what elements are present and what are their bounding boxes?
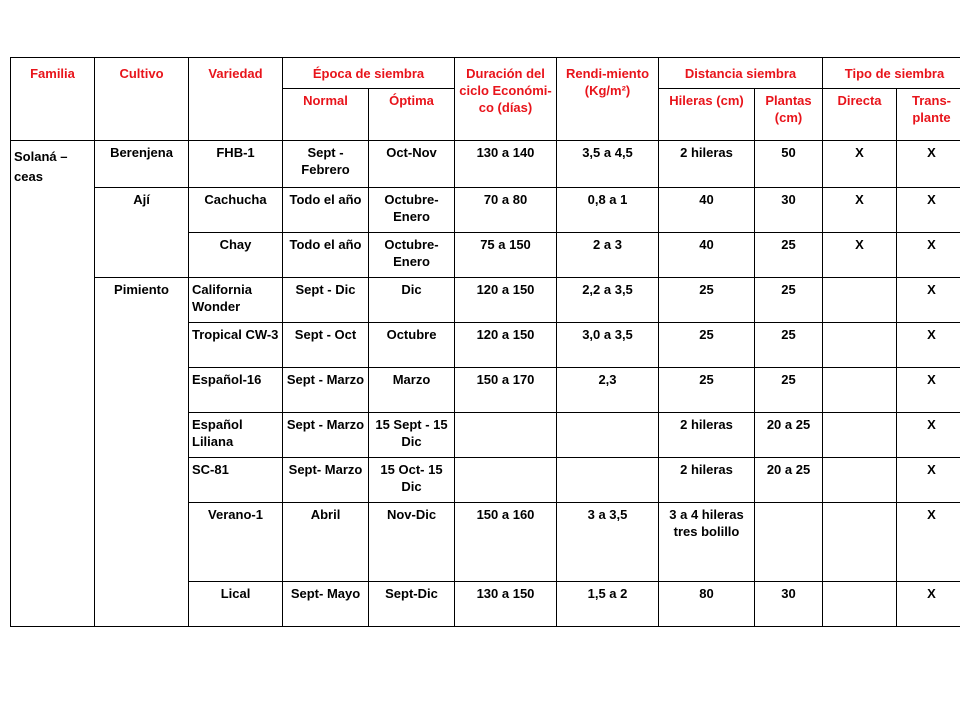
header-rendimiento: Rendi-miento (Kg/m²) xyxy=(557,58,659,141)
hileras-cell: 2 hileras xyxy=(659,141,755,188)
directa-cell: X xyxy=(823,141,897,188)
header-tipo: Tipo de siembra xyxy=(823,58,960,89)
directa-cell xyxy=(823,278,897,323)
hileras-cell: 25 xyxy=(659,278,755,323)
header-familia: Familia xyxy=(11,58,95,141)
hileras-cell: 40 xyxy=(659,188,755,233)
variedad-cell: Cachucha xyxy=(189,188,283,233)
duracion-cell: 75 a 150 xyxy=(455,233,557,278)
variedad-cell: Chay xyxy=(189,233,283,278)
directa-cell: X xyxy=(823,188,897,233)
normal-cell: Sept - Febrero xyxy=(283,141,369,188)
directa-cell xyxy=(823,368,897,413)
optima-cell: 15 Oct- 15 Dic xyxy=(369,458,455,503)
variedad-cell: Verano-1 xyxy=(189,503,283,582)
crop-table xyxy=(10,57,960,627)
header-variedad: Variedad xyxy=(189,58,283,141)
cultivo-cell: Ají xyxy=(95,188,189,278)
transplante-cell: X xyxy=(897,503,960,582)
table-body xyxy=(11,141,960,627)
variedad-cell: Lical xyxy=(189,582,283,627)
header-normal: Normal xyxy=(283,89,369,141)
optima-cell: Marzo xyxy=(369,368,455,413)
normal-cell: Todo el año xyxy=(283,188,369,233)
plantas-cell: 30 xyxy=(755,582,823,627)
table-row xyxy=(11,141,960,188)
normal-cell: Sept- Mayo xyxy=(283,582,369,627)
optima-cell: Octubre-Enero xyxy=(369,188,455,233)
variedad-cell: California Wonder xyxy=(189,278,283,323)
transplante-cell: X xyxy=(897,323,960,368)
table-row xyxy=(11,278,960,323)
plantas-cell xyxy=(755,503,823,582)
plantas-cell: 30 xyxy=(755,188,823,233)
transplante-cell: X xyxy=(897,368,960,413)
transplante-cell: X xyxy=(897,233,960,278)
directa-cell xyxy=(823,458,897,503)
duracion-cell: 130 a 140 xyxy=(455,141,557,188)
rendimiento-cell: 0,8 a 1 xyxy=(557,188,659,233)
normal-cell: Sept- Marzo xyxy=(283,458,369,503)
normal-cell: Sept - Marzo xyxy=(283,368,369,413)
rendimiento-cell: 1,5 a 2 xyxy=(557,582,659,627)
hileras-cell: 2 hileras xyxy=(659,413,755,458)
cultivo-cell: Berenjena xyxy=(95,141,189,188)
transplante-cell: X xyxy=(897,413,960,458)
normal-cell: Abril xyxy=(283,503,369,582)
duracion-cell: 70 a 80 xyxy=(455,188,557,233)
plantas-cell: 25 xyxy=(755,278,823,323)
directa-cell xyxy=(823,503,897,582)
hileras-cell: 25 xyxy=(659,368,755,413)
header-directa: Directa xyxy=(823,89,897,141)
plantas-cell: 20 a 25 xyxy=(755,458,823,503)
transplante-cell: X xyxy=(897,141,960,188)
directa-cell: X xyxy=(823,233,897,278)
directa-cell xyxy=(823,323,897,368)
transplante-cell: X xyxy=(897,188,960,233)
directa-cell xyxy=(823,582,897,627)
header-hileras: Hileras (cm) xyxy=(659,89,755,141)
rendimiento-cell: 2,2 a 3,5 xyxy=(557,278,659,323)
rendimiento-cell: 2 a 3 xyxy=(557,233,659,278)
duracion-cell xyxy=(455,413,557,458)
variedad-cell: Español Liliana xyxy=(189,413,283,458)
normal-cell: Sept - Dic xyxy=(283,278,369,323)
plantas-cell: 20 a 25 xyxy=(755,413,823,458)
familia-cell: Solaná – ceas xyxy=(11,141,95,627)
directa-cell xyxy=(823,413,897,458)
table-row xyxy=(11,188,960,233)
optima-cell: 15 Sept - 15 Dic xyxy=(369,413,455,458)
header-epoca: Época de siembra xyxy=(283,58,455,89)
optima-cell: Nov-Dic xyxy=(369,503,455,582)
duracion-cell: 120 a 150 xyxy=(455,323,557,368)
variedad-cell: Español-16 xyxy=(189,368,283,413)
normal-cell: Todo el año xyxy=(283,233,369,278)
plantas-cell: 50 xyxy=(755,141,823,188)
transplante-cell: X xyxy=(897,458,960,503)
rendimiento-cell: 3 a 3,5 xyxy=(557,503,659,582)
rendimiento-cell xyxy=(557,413,659,458)
rendimiento-cell: 3,5 a 4,5 xyxy=(557,141,659,188)
plantas-cell: 25 xyxy=(755,323,823,368)
hileras-cell: 25 xyxy=(659,323,755,368)
variedad-cell: FHB-1 xyxy=(189,141,283,188)
header-transplante: Trans-plante xyxy=(897,89,960,141)
hileras-cell: 2 hileras xyxy=(659,458,755,503)
optima-cell: Oct-Nov xyxy=(369,141,455,188)
transplante-cell: X xyxy=(897,582,960,627)
variedad-cell: SC-81 xyxy=(189,458,283,503)
optima-cell: Octubre-Enero xyxy=(369,233,455,278)
rendimiento-cell xyxy=(557,458,659,503)
cultivo-cell: Pimiento xyxy=(95,278,189,627)
rendimiento-cell: 3,0 a 3,5 xyxy=(557,323,659,368)
optima-cell: Dic xyxy=(369,278,455,323)
header-plantas: Plantas (cm) xyxy=(755,89,823,141)
header-duracion: Duración del ciclo Económi-co (días) xyxy=(455,58,557,141)
hileras-cell: 80 xyxy=(659,582,755,627)
header-cultivo: Cultivo xyxy=(95,58,189,141)
optima-cell: Octubre xyxy=(369,323,455,368)
duracion-cell: 130 a 150 xyxy=(455,582,557,627)
rendimiento-cell: 2,3 xyxy=(557,368,659,413)
header-optima: Óptima xyxy=(369,89,455,141)
hileras-cell: 3 a 4 hileras tres bolillo xyxy=(659,503,755,582)
duracion-cell: 150 a 170 xyxy=(455,368,557,413)
hileras-cell: 40 xyxy=(659,233,755,278)
transplante-cell: X xyxy=(897,278,960,323)
normal-cell: Sept - Marzo xyxy=(283,413,369,458)
duracion-cell xyxy=(455,458,557,503)
variedad-cell: Tropical CW-3 xyxy=(189,323,283,368)
normal-cell: Sept - Oct xyxy=(283,323,369,368)
plantas-cell: 25 xyxy=(755,233,823,278)
optima-cell: Sept-Dic xyxy=(369,582,455,627)
duracion-cell: 150 a 160 xyxy=(455,503,557,582)
header-distancia: Distancia siembra xyxy=(659,58,823,89)
plantas-cell: 25 xyxy=(755,368,823,413)
duracion-cell: 120 a 150 xyxy=(455,278,557,323)
